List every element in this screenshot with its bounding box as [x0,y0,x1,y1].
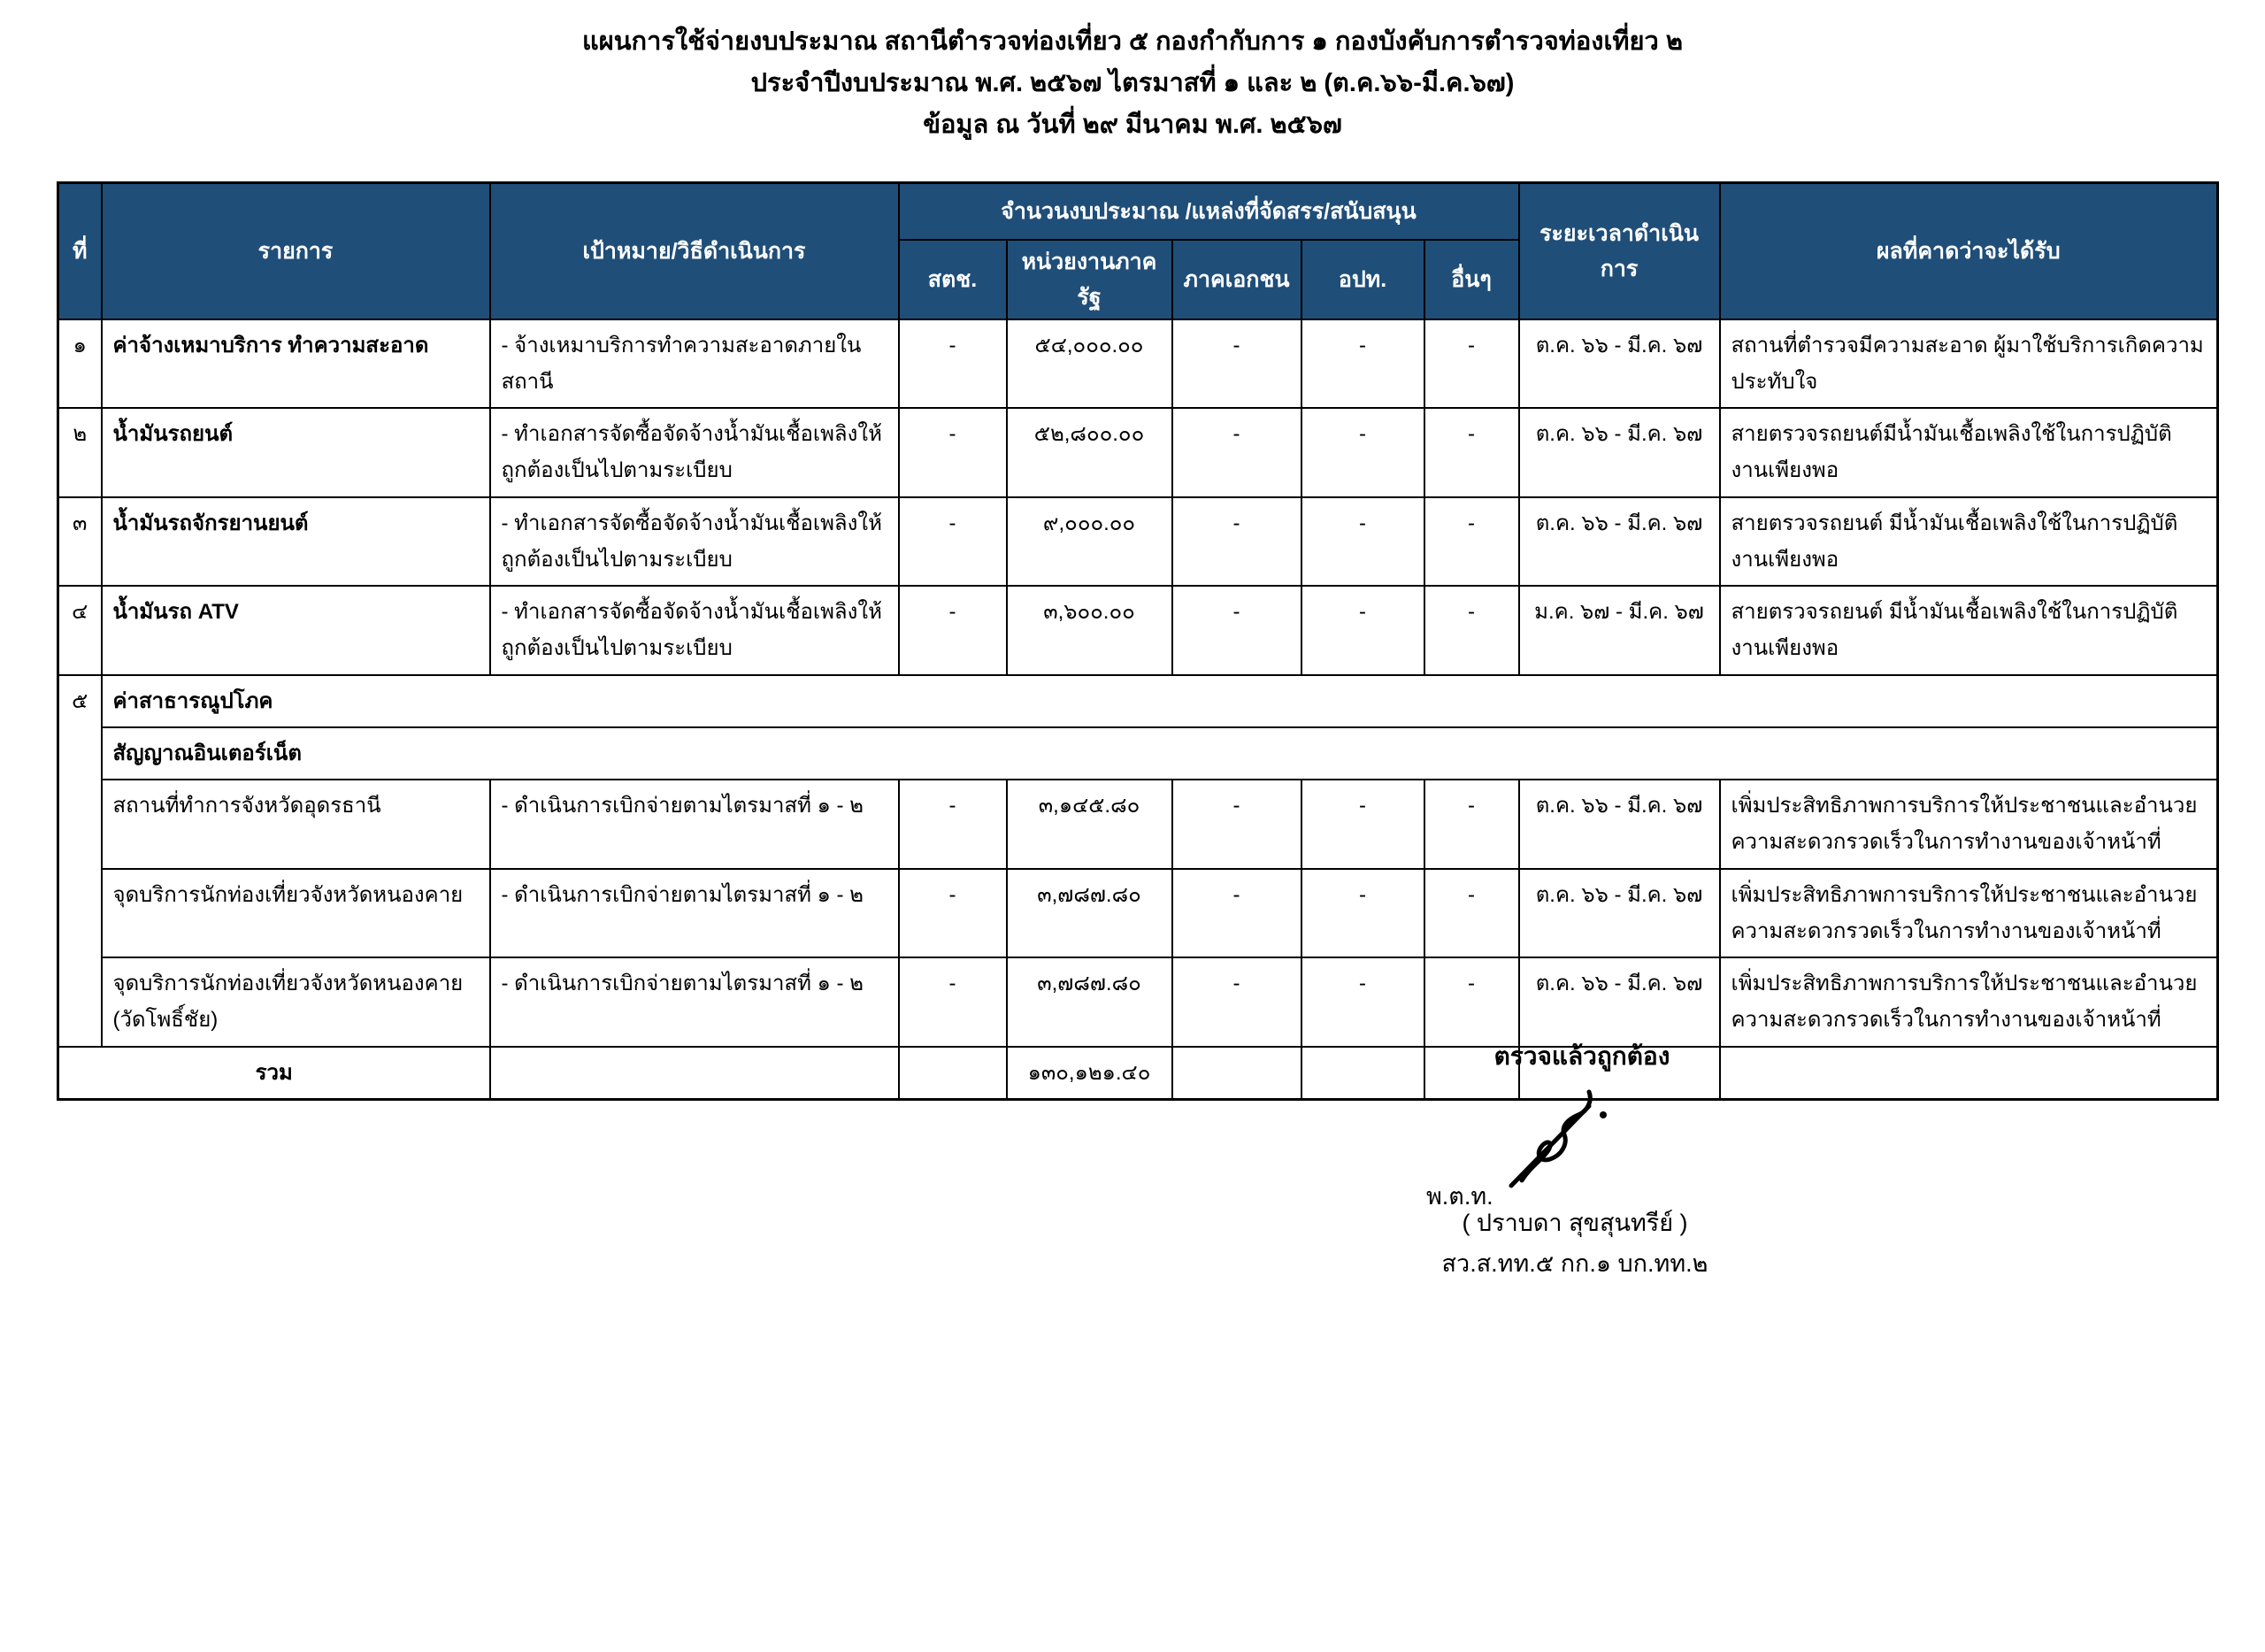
page-title-line2: ประจำปีงบประมาณ พ.ศ. ๒๕๖๗ ไตรมาสที่ ๑ และ ๒ (ต.ค.๖๖-มี.ค.๖๗) [750,69,1515,97]
table-row [58,408,2218,497]
cell-target: - ทำเอกสารจัดซื้อจัดจ้างน้ำมันเชื้อเพลิงให้ถูกต้องเป็นไปตามระเบียบ [490,586,899,675]
cell-no: ๕ [58,675,102,1047]
table-row [58,869,2218,958]
cell-target: - ทำเอกสารจัดซื้อจัดจ้างน้ำมันเชื้อเพลิงให้ถูกต้องเป็นไปตามระเบียบ [490,497,899,587]
cell-no: ๒ [58,408,102,497]
cell-local: - [1301,408,1424,497]
cell-period: ต.ค. ๖๖ - มี.ค. ๖๗ [1519,408,1720,497]
cell-police: - [899,869,1007,958]
cell-private: - [1172,957,1301,1047]
cell-other: - [1424,780,1519,869]
table-row [58,957,2218,1047]
cell-police: - [899,319,1007,409]
cell-target: - จ้างเหมาบริการทำความสะอาดภายในสถานี [490,319,899,409]
col-header-item: รายการ [102,183,490,319]
col-header-gov: หน่วยงานภาครัฐ [1007,240,1172,319]
section-label: ค่าสาธารณูปโภค [102,675,2218,727]
cell-private: - [1172,586,1301,675]
signature-name: ( ปราบดา สุขสุนทรีย์ ) [1462,1210,1688,1236]
budget-table [57,181,2219,1101]
cell-other: - [1424,957,1519,1047]
cell-period: ต.ค. ๖๖ - มี.ค. ๖๗ [1519,780,1720,869]
cell-period: ต.ค. ๖๖ - มี.ค. ๖๗ [1519,497,1720,587]
signature-mark [1504,1081,1637,1192]
cell-no: ๓ [58,497,102,587]
table-row [58,497,2218,587]
page-title-line3: ข้อมูล ณ วันที่ ๒๙ มีนาคม พ.ศ. ๒๕๖๗ [923,111,1342,139]
col-header-private: ภาคเอกชน [1172,240,1301,319]
cell-expected: สายตรวจรถยนต์มีน้ำมันเชื้อเพลิงใช้ในการปฏิบัติงานเพียงพอ [1720,408,2218,497]
cell-period: ม.ค. ๖๗ - มี.ค. ๖๗ [1519,586,1720,675]
total-gov-amount: ๑๓๐,๑๒๑.๔๐ [1007,1047,1172,1100]
cell-item: น้ำมันรถยนต์ [102,408,490,497]
signature-rank: พ.ต.ท. [1426,1183,1493,1210]
cell-expected: เพิ่มประสิทธิภาพการบริการให้ประชาชนและอำนวยความสะดวกรวดเร็วในการทำงานของเจ้าหน้าที่ [1720,957,2218,1047]
cell-other: - [1424,869,1519,958]
cell-target: - ทำเอกสารจัดซื้อจัดจ้างน้ำมันเชื้อเพลิงให้ถูกต้องเป็นไปตามระเบียบ [490,408,899,497]
cell-gov-amount: ๕๒,๘๐๐.๐๐ [1007,408,1172,497]
col-header-other: อื่นๆ [1424,240,1519,319]
cell-private-empty [1172,1047,1301,1100]
cell-item: น้ำมันรถ ATV [102,586,490,675]
cell-item: จุดบริการนักท่องเที่ยวจังหวัดหนองคาย (วัดโพธิ์ชัย) [102,957,490,1047]
table-row [58,319,2218,409]
cell-period: ต.ค. ๖๖ - มี.ค. ๖๗ [1519,957,1720,1047]
cell-expected: สายตรวจรถยนต์ มีน้ำมันเชื้อเพลิงใช้ในการปฏิบัติงานเพียงพอ [1720,586,2218,675]
cell-gov-amount: ๓,๗๘๗.๘๐ [1007,869,1172,958]
col-header-local: อปท. [1301,240,1424,319]
page-title-line1: แผนการใช้จ่ายงบประมาณ สถานีตำรวจท่องเที่ยว ๕ กองกำกับการ ๑ กองบังคับการตำรวจท่องเที่ยว ๒ [582,27,1683,56]
cell-local: - [1301,319,1424,409]
cell-local: - [1301,957,1424,1047]
cell-local: - [1301,780,1424,869]
cell-private: - [1172,869,1301,958]
cell-other: - [1424,586,1519,675]
cell-item: ค่าจ้างเหมาบริการ ทำความสะอาด [102,319,490,409]
document-title [0,21,2265,146]
cell-local: - [1301,497,1424,587]
cell-private: - [1172,408,1301,497]
cell-item: สถานที่ทำการจังหวัดอุดรธานี [102,780,490,869]
table-row [58,780,2218,869]
cell-private: - [1172,319,1301,409]
cell-period: ต.ค. ๖๖ - มี.ค. ๖๗ [1519,869,1720,958]
signature-verified-text: ตรวจแล้วถูกต้อง [1493,1042,1670,1070]
cell-police: - [899,957,1007,1047]
cell-gov-amount: ๓,๑๔๕.๘๐ [1007,780,1172,869]
table-row [58,586,2218,675]
cell-gov-amount: ๙,๐๐๐.๐๐ [1007,497,1172,587]
cell-police: - [899,408,1007,497]
cell-target: - ดำเนินการเบิกจ่ายตามไตรมาสที่ ๑ - ๒ [490,780,899,869]
col-header-period: ระยะเวลาดำเนินการ [1519,183,1720,319]
cell-expected: สายตรวจรถยนต์ มีน้ำมันเชื้อเพลิงใช้ในการปฏิบัติงานเพียงพอ [1720,497,2218,587]
cell-no: ๔ [58,586,102,675]
subsection-row [58,727,2218,780]
cell-police-empty [899,1047,1007,1100]
cell-private: - [1172,497,1301,587]
col-header-police: สตช. [899,240,1007,319]
cell-police: - [899,780,1007,869]
col-header-target: เป้าหมาย/วิธีดำเนินการ [490,183,899,319]
cell-private: - [1172,780,1301,869]
cell-other: - [1424,319,1519,409]
cell-expected: เพิ่มประสิทธิภาพการบริการให้ประชาชนและอำนวยความสะดวกรวดเร็วในการทำงานของเจ้าหน้าที่ [1720,869,2218,958]
cell-no: ๑ [58,319,102,409]
subsection-label: สัญญาณอินเตอร์เน็ต [102,727,2218,780]
cell-expected: เพิ่มประสิทธิภาพการบริการให้ประชาชนและอำนวยความสะดวกรวดเร็วในการทำงานของเจ้าหน้าที่ [1720,780,2218,869]
col-header-no: ที่ [58,183,102,319]
cell-other: - [1424,497,1519,587]
section-row [58,675,2218,727]
cell-local: - [1301,586,1424,675]
total-row [58,1047,2218,1100]
cell-target: - ดำเนินการเบิกจ่ายตามไตรมาสที่ ๑ - ๒ [490,957,899,1047]
cell-period: ต.ค. ๖๖ - มี.ค. ๖๗ [1519,319,1720,409]
cell-police: - [899,497,1007,587]
cell-item: จุดบริการนักท่องเที่ยวจังหวัดหนองคาย [102,869,490,958]
cell-police: - [899,586,1007,675]
col-header-budget-group: จำนวนงบประมาณ /แหล่งที่จัดสรร/สนับสนุน [899,183,1519,240]
cell-target: - ดำเนินการเบิกจ่ายตามไตรมาสที่ ๑ - ๒ [490,869,899,958]
cell-gov-amount: ๕๔,๐๐๐.๐๐ [1007,319,1172,409]
cell-target-empty [490,1047,899,1100]
total-label: รวม [58,1047,490,1100]
cell-other: - [1424,408,1519,497]
header-row-group [58,183,2218,240]
cell-local: - [1301,869,1424,958]
cell-gov-amount: ๓,๗๘๗.๘๐ [1007,957,1172,1047]
cell-expected: สถานที่ตำรวจมีความสะอาด ผู้มาใช้บริการเกิดความประทับใจ [1720,319,2218,409]
cell-gov-amount: ๓,๖๐๐.๐๐ [1007,586,1172,675]
cell-item: น้ำมันรถจักรยานยนต์ [102,497,490,587]
col-header-expected: ผลที่คาดว่าจะได้รับ [1720,183,2218,319]
signature-unit: สว.ส.ทท.๕ กก.๑ บก.ทท.๒ [1441,1250,1708,1277]
